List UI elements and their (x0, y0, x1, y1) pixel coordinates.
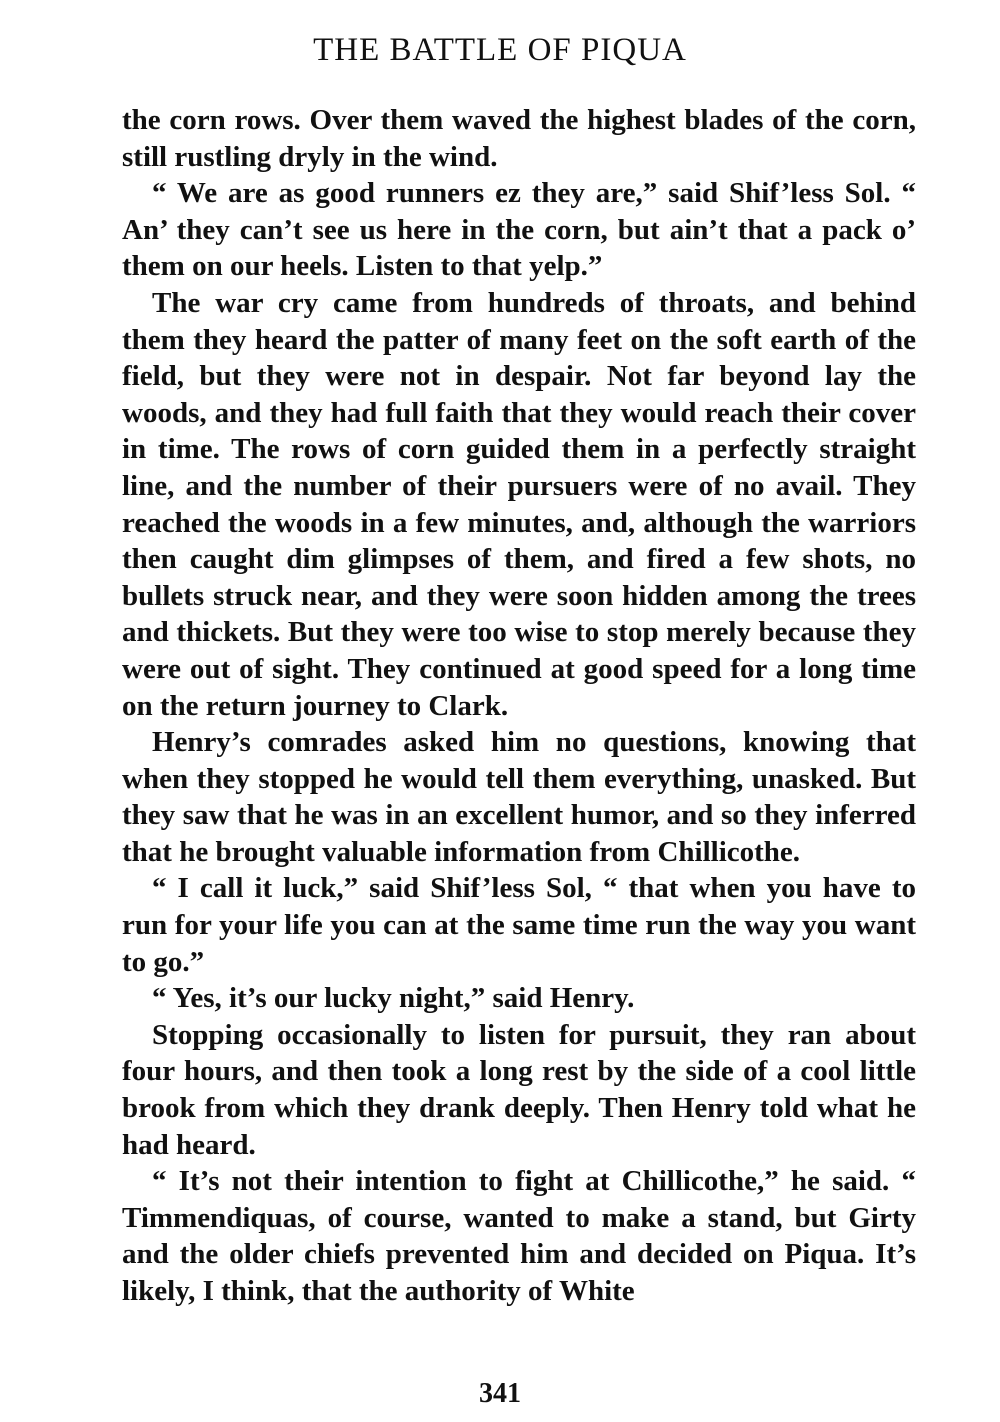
paragraph: the corn rows. Over them waved the highest blades of the corn, still rustling dryly in the wind. (122, 104, 916, 173)
paragraph: “ I call it luck,” said Shif’less Sol, “ that when you have to run for your life you can at the same time run the way you want to go.” (122, 872, 916, 978)
paragraph: “ Yes, it’s our lucky night,” said Henry. (152, 982, 635, 1015)
body-text (122, 102, 916, 1310)
paragraph: Stopping occasionally to listen for pursuit, they ran about four hours, and then took a long rest by the side of a cool little brook from which they drank deeply. Then Henry told what he had heard. (122, 1018, 916, 1161)
running-head: THE BATTLE OF PIQUA (313, 32, 687, 68)
paragraph: Henry’s comrades asked him no questions, knowing that when they stopped he would tell them everything, unasked. But they saw that he was in an excellent humor, and so they inferred that he brought valuable information from Chillicothe. (122, 726, 916, 868)
paragraph: “ It’s not their intention to fight at Chillicothe,” he said. “ Timmendiquas, of course, wanted to make a stand, but Girty and the older chiefs prevented him and decided on Piqua. It’s likely, I think, that the authority of White (122, 1165, 916, 1307)
paragraph: “ We are as good runners ez they are,” said Shif’less Sol. “ An’ they can’t see us here in the corn, but ain’t that a pack o’ them on our heels. Listen to that yelp.” (122, 177, 916, 283)
page-number: 341 (479, 1378, 521, 1409)
paragraph: The war cry came from hundreds of throats, and behind them they heard the patter of many feet on the soft earth of the field, but they were not in despair. Not far beyond lay the woods, and they had full faith that they would reach their cover in time. The rows of corn guided them in a perfectly straight line, and the number of their pursuers were of no avail. They reached the woods in a few minutes, and, although the warriors then caught dim glimpses of them, and fired a few shots, no bullets struck near, and they were soon hidden among the trees and thickets. But they were too wise to stop merely because they were out of sight. They continued at good speed for a long time on the return journey to Clark. (122, 286, 916, 722)
